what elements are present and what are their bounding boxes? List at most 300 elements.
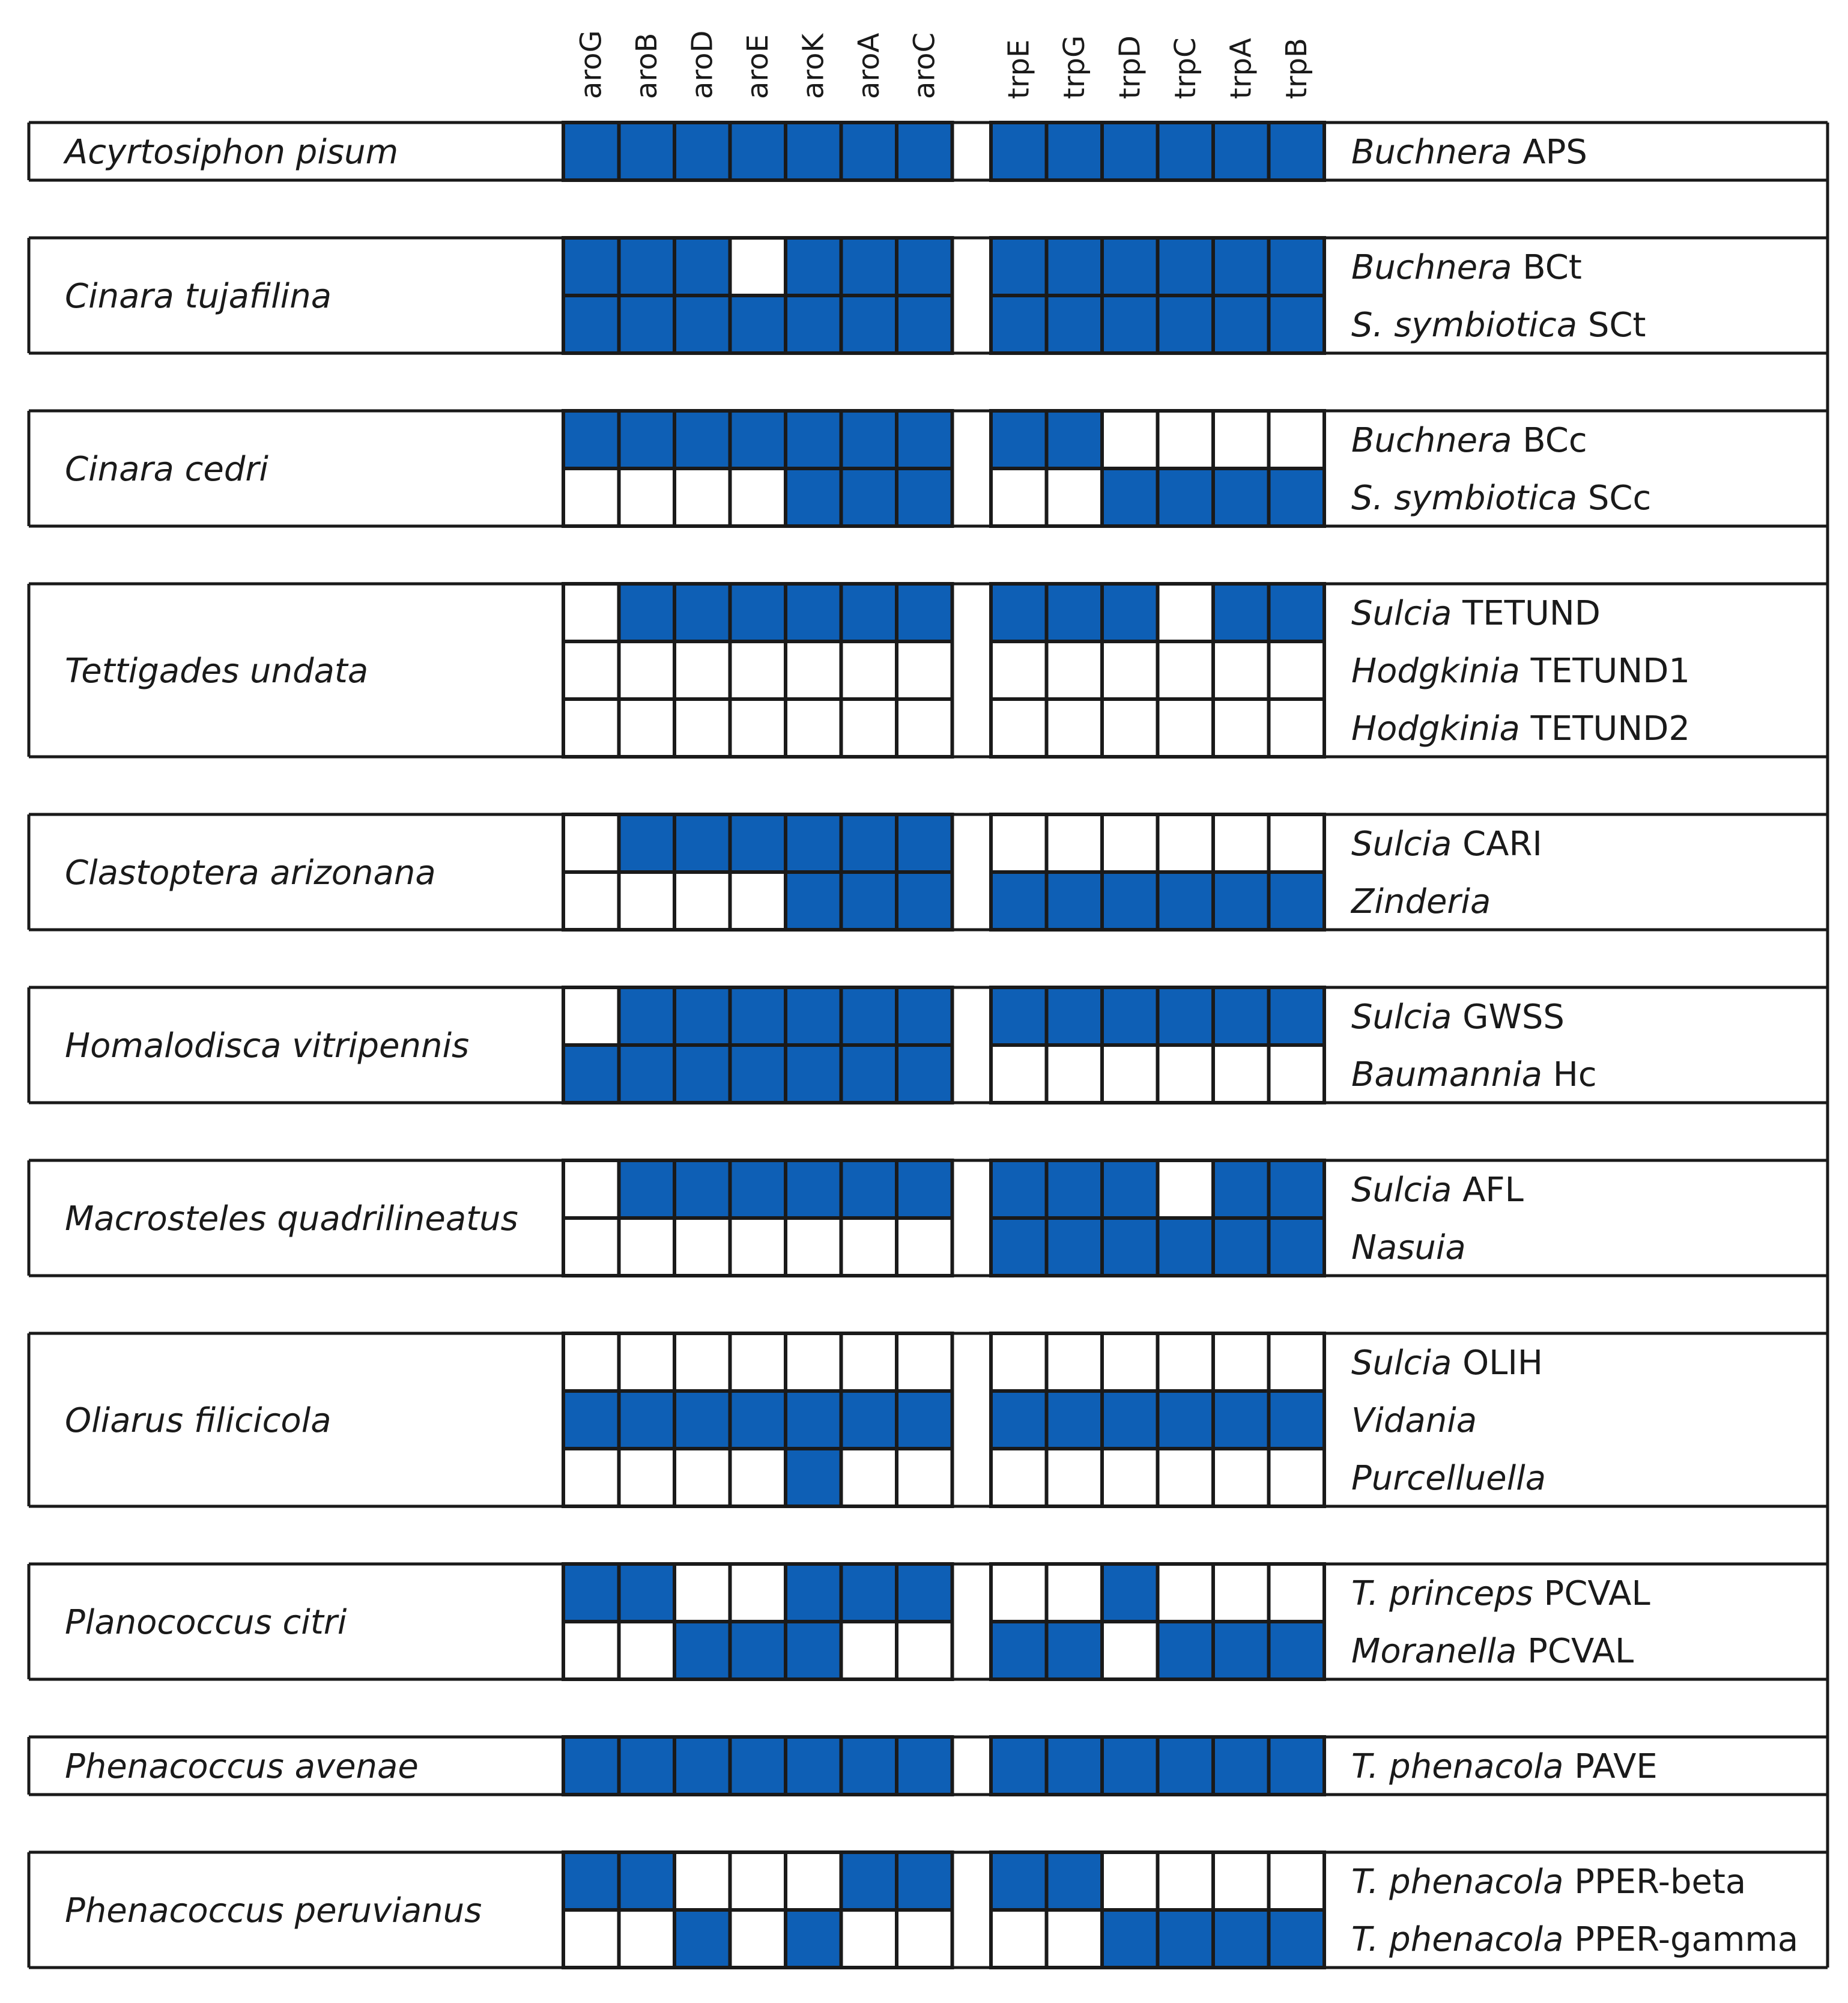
aro-cell [841, 641, 897, 699]
aro-cell [897, 1622, 953, 1679]
trp-cell [1213, 987, 1269, 1045]
gene-label-aroK: aroK [796, 34, 831, 99]
aro-cell [786, 295, 841, 353]
aro-cell [786, 699, 841, 757]
trp-cell [1269, 295, 1325, 353]
trp-cell [1213, 699, 1269, 757]
symbiont-strain: OLIH [1452, 1344, 1543, 1383]
symbiont-genus: Sulcia [1351, 1171, 1452, 1210]
trp-cell [991, 1564, 1047, 1622]
aro-cell [897, 1045, 953, 1103]
aro-cell [619, 295, 675, 353]
trp-cell [991, 987, 1047, 1045]
aro-cell [841, 468, 897, 526]
host-block [29, 238, 1828, 353]
aro-cell [786, 1045, 841, 1103]
gene-label-aroA: aroA [852, 32, 886, 99]
aro-cell [619, 814, 675, 872]
symbiont-label [1351, 1920, 1798, 1959]
aro-cell [674, 123, 730, 180]
aro-cell [674, 584, 730, 641]
trp-cell [1158, 295, 1214, 353]
aro-cell [563, 814, 619, 872]
trp-cell [1047, 987, 1103, 1045]
trp-cell [991, 1449, 1047, 1506]
symbiont-strain: CARI [1452, 825, 1542, 864]
aro-cell [841, 814, 897, 872]
aro-cell [619, 1852, 675, 1910]
trp-cell [1047, 1564, 1103, 1622]
trp-cell [1158, 1737, 1214, 1795]
aro-cell [619, 699, 675, 757]
aro-cell [841, 123, 897, 180]
trp-cell [1047, 1391, 1103, 1449]
trp-cell [991, 699, 1047, 757]
aro-cell [897, 1160, 953, 1218]
trp-cell [1269, 1910, 1325, 1968]
aro-cell [841, 1218, 897, 1276]
symbiont-strain: PCVAL [1533, 1574, 1650, 1613]
trp-cell [991, 295, 1047, 353]
aro-cell [619, 468, 675, 526]
aro-cell [841, 1449, 897, 1506]
aro-cell [674, 1622, 730, 1679]
symbiont-genus: Hodgkinia [1351, 709, 1520, 748]
aro-cell [841, 872, 897, 930]
aro-cell [730, 584, 786, 641]
aro-cell [674, 641, 730, 699]
aro-cell [730, 1045, 786, 1103]
aro-cell [563, 1045, 619, 1103]
aro-cell [674, 1391, 730, 1449]
trp-cell [1047, 584, 1103, 641]
trp-cell [1213, 238, 1269, 295]
aro-cell [897, 1737, 953, 1795]
host-name: Homalodisca vitripennis [65, 1026, 470, 1065]
trp-cell [1269, 411, 1325, 468]
aro-cell [674, 1045, 730, 1103]
aro-cell [563, 238, 619, 295]
aro-cell [674, 1910, 730, 1968]
aro-cell [619, 584, 675, 641]
aro-cell [619, 411, 675, 468]
gene-label-trpC: trpC [1168, 37, 1202, 99]
trp-cell [1269, 238, 1325, 295]
aro-cell [730, 123, 786, 180]
symbiont-label [1351, 1747, 1658, 1786]
trp-cell [1269, 1564, 1325, 1622]
gene-label-aroC: aroC [907, 32, 942, 99]
trp-cell [1047, 1852, 1103, 1910]
host-name: Phenacoccus peruvianus [65, 1891, 482, 1930]
aro-cell [786, 872, 841, 930]
symbiont-strain: TETUND2 [1519, 709, 1691, 748]
symbiont-genus: Zinderia [1351, 882, 1491, 921]
trp-cell [991, 238, 1047, 295]
aro-cell [563, 411, 619, 468]
host-name: Clastoptera arizonana [65, 853, 436, 892]
trp-cell [1158, 699, 1214, 757]
trp-cell [1158, 1045, 1214, 1103]
host-blocks [29, 123, 1828, 1968]
trp-cell [1158, 238, 1214, 295]
gene-label-trpA: trpA [1224, 38, 1258, 99]
aro-cell [674, 411, 730, 468]
host-block [29, 1852, 1828, 1968]
symbiont-label [1351, 1862, 1746, 1901]
trp-cell [1047, 1449, 1103, 1506]
symbiont-strain: PPER-beta [1563, 1862, 1747, 1901]
trp-cell [1047, 872, 1103, 930]
trp-cell [1102, 238, 1158, 295]
aro-cell [563, 1391, 619, 1449]
aro-cell [786, 641, 841, 699]
symbiont-label [1351, 1055, 1597, 1094]
symbiont-strain: PPER-gamma [1563, 1920, 1799, 1959]
trp-cell [1158, 123, 1214, 180]
aro-cell [563, 1622, 619, 1679]
aro-cell [841, 1564, 897, 1622]
aro-cell [619, 1218, 675, 1276]
aro-cell [619, 641, 675, 699]
aro-cell [897, 295, 953, 353]
trp-cell [1047, 411, 1103, 468]
aro-cell [674, 1333, 730, 1391]
aro-cell [674, 1449, 730, 1506]
aro-cell [563, 1737, 619, 1795]
aro-cell [786, 1852, 841, 1910]
aro-cell [563, 699, 619, 757]
gene-label-trpB: trpB [1279, 38, 1313, 99]
symbiont-genus: Hodgkinia [1351, 652, 1520, 691]
trp-cell [1269, 1852, 1325, 1910]
symbiont-genus: S. symbiotica [1351, 306, 1578, 345]
symbiont-strain: PAVE [1563, 1747, 1658, 1786]
aro-cell [786, 411, 841, 468]
aro-cell [674, 1852, 730, 1910]
trp-cell [1213, 1910, 1269, 1968]
aro-cell [897, 584, 953, 641]
trp-cell [1102, 1333, 1158, 1391]
trp-cell [1269, 1449, 1325, 1506]
trp-cell [1158, 1564, 1214, 1622]
host-block [29, 1564, 1828, 1679]
host-block [29, 1737, 1828, 1795]
aro-cell [619, 1910, 675, 1968]
symbiont-genus: Buchnera [1351, 421, 1512, 460]
trp-cell [1269, 584, 1325, 641]
trp-cell [1269, 814, 1325, 872]
aro-cell [897, 468, 953, 526]
trp-cell [1102, 1449, 1158, 1506]
aro-cell [897, 1852, 953, 1910]
aro-cell [730, 411, 786, 468]
host-block [29, 411, 1828, 526]
trp-cell [1158, 872, 1214, 930]
symbiont-strain: TETUND1 [1519, 652, 1691, 691]
trp-cell [1158, 1160, 1214, 1218]
trp-cell [1269, 987, 1325, 1045]
host-name: Acyrtosiphon pisum [65, 133, 399, 172]
aro-cell [897, 814, 953, 872]
aro-cell [841, 1391, 897, 1449]
trp-cell [991, 872, 1047, 930]
trp-cell [1047, 1333, 1103, 1391]
trp-cell [1158, 411, 1214, 468]
symbiont-genus: Sulcia [1351, 825, 1452, 864]
symbiont-strain: APS [1512, 133, 1587, 172]
symbiont-strain: Hc [1542, 1055, 1597, 1094]
aro-cell [674, 295, 730, 353]
trp-cell [1213, 1333, 1269, 1391]
symbiont-genus: Baumannia [1351, 1055, 1542, 1094]
symbiont-label [1351, 1171, 1524, 1210]
aro-cell [730, 814, 786, 872]
aro-cell [786, 1622, 841, 1679]
symbiont-genus: T. phenacola [1351, 1747, 1564, 1786]
aro-cell [897, 1910, 953, 1968]
host-block [29, 123, 1828, 180]
trp-cell [1269, 872, 1325, 930]
host-block [29, 1333, 1828, 1506]
trp-cell [1158, 1391, 1214, 1449]
symbiont-genus: Moranella [1351, 1632, 1517, 1671]
gene-column-headers [574, 30, 1313, 99]
gene-label-trpG: trpG [1057, 35, 1091, 99]
aro-cell [786, 1333, 841, 1391]
aro-cell [897, 1564, 953, 1622]
gene-label-aroB: aroB [629, 32, 664, 99]
aro-cell [674, 238, 730, 295]
trp-cell [1158, 1333, 1214, 1391]
aro-cell [674, 1737, 730, 1795]
aro-cell [897, 641, 953, 699]
aro-cell [786, 468, 841, 526]
aro-cell [563, 872, 619, 930]
symbiont-label [1351, 652, 1690, 691]
symbiont-genus: Vidania [1351, 1401, 1477, 1440]
trp-cell [991, 468, 1047, 526]
aro-cell [730, 1333, 786, 1391]
aro-cell [897, 1391, 953, 1449]
trp-cell [1047, 468, 1103, 526]
aro-cell [841, 295, 897, 353]
host-name: Cinara tujafilina [65, 277, 332, 316]
trp-cell [1269, 1391, 1325, 1449]
trp-cell [991, 411, 1047, 468]
trp-cell [1213, 1622, 1269, 1679]
gene-label-aroD: aroD [685, 30, 720, 99]
trp-cell [991, 814, 1047, 872]
aro-cell [619, 1737, 675, 1795]
trp-cell [1158, 1449, 1214, 1506]
aro-cell [730, 1622, 786, 1679]
aro-cell [786, 584, 841, 641]
trp-cell [1102, 1622, 1158, 1679]
symbiont-genus: T. phenacola [1351, 1920, 1564, 1959]
trp-cell [991, 1622, 1047, 1679]
aro-cell [897, 1449, 953, 1506]
aro-cell [841, 1622, 897, 1679]
trp-cell [1213, 872, 1269, 930]
trp-cell [1102, 987, 1158, 1045]
host-name: Tettigades undata [65, 652, 369, 691]
host-block [29, 1160, 1828, 1276]
trp-cell [1213, 641, 1269, 699]
trp-cell [1269, 468, 1325, 526]
aro-cell [841, 584, 897, 641]
symbiont-label [1351, 709, 1690, 748]
symbiont-strain: TETUND [1452, 594, 1601, 633]
symbiont-genus: Nasuia [1351, 1228, 1466, 1267]
trp-cell [1213, 1737, 1269, 1795]
symbiont-genus: Buchnera [1351, 248, 1512, 287]
trp-cell [1158, 1622, 1214, 1679]
trp-cell [1047, 238, 1103, 295]
aro-cell [730, 699, 786, 757]
trp-cell [1102, 1564, 1158, 1622]
trp-cell [1269, 699, 1325, 757]
symbiont-label [1351, 1632, 1634, 1671]
aro-cell [563, 1564, 619, 1622]
symbiont-label [1351, 479, 1651, 518]
aro-cell [841, 1333, 897, 1391]
trp-cell [1102, 295, 1158, 353]
trp-cell [1047, 641, 1103, 699]
trp-cell [1269, 1737, 1325, 1795]
symbiont-label [1351, 133, 1587, 172]
trp-cell [991, 1737, 1047, 1795]
aro-cell [619, 1622, 675, 1679]
host-name: Oliarus filicicola [65, 1401, 332, 1440]
trp-cell [1158, 1852, 1214, 1910]
symbiont-strain: GWSS [1452, 998, 1565, 1037]
aro-cell [786, 987, 841, 1045]
trp-cell [1213, 411, 1269, 468]
aro-cell [619, 1045, 675, 1103]
symbiont-label [1351, 248, 1582, 287]
trp-cell [991, 1218, 1047, 1276]
aro-cell [786, 1160, 841, 1218]
trp-cell [1047, 814, 1103, 872]
aro-cell [674, 468, 730, 526]
trp-cell [991, 1160, 1047, 1218]
trp-cell [1158, 641, 1214, 699]
trp-cell [1213, 123, 1269, 180]
aro-cell [786, 123, 841, 180]
trp-cell [1158, 814, 1214, 872]
trp-cell [1213, 1449, 1269, 1506]
aro-cell [841, 1910, 897, 1968]
trp-cell [1158, 1910, 1214, 1968]
symbiont-strain: AFL [1452, 1171, 1524, 1210]
trp-cell [991, 1910, 1047, 1968]
symbiont-strain: SCc [1577, 479, 1652, 518]
host-block [29, 987, 1828, 1103]
symbiont-genus: Sulcia [1351, 594, 1452, 633]
aro-cell [786, 1910, 841, 1968]
trp-cell [1213, 1391, 1269, 1449]
aro-cell [841, 1852, 897, 1910]
aro-cell [897, 987, 953, 1045]
aro-cell [730, 1737, 786, 1795]
trp-cell [1213, 468, 1269, 526]
aro-cell [730, 1160, 786, 1218]
aro-cell [619, 987, 675, 1045]
aro-cell [674, 814, 730, 872]
symbiont-label [1351, 306, 1646, 345]
aro-cell [730, 1449, 786, 1506]
aro-cell [619, 1333, 675, 1391]
aro-cell [619, 1449, 675, 1506]
trp-cell [1102, 1045, 1158, 1103]
symbiont-strain: BCt [1512, 248, 1582, 287]
host-name: Cinara cedri [65, 450, 268, 489]
trp-cell [1213, 1218, 1269, 1276]
trp-cell [1047, 1045, 1103, 1103]
aro-cell [841, 1160, 897, 1218]
trp-cell [1158, 1218, 1214, 1276]
aro-cell [563, 584, 619, 641]
trp-cell [1158, 584, 1214, 641]
symbiont-genus: Sulcia [1351, 998, 1452, 1037]
aro-cell [563, 987, 619, 1045]
trp-cell [1047, 1218, 1103, 1276]
trp-cell [1102, 123, 1158, 180]
aro-cell [897, 1333, 953, 1391]
trp-cell [1102, 699, 1158, 757]
aro-cell [897, 1218, 953, 1276]
aro-cell [841, 987, 897, 1045]
symbiont-genus: T. phenacola [1351, 1862, 1564, 1901]
aro-cell [563, 1160, 619, 1218]
symbiont-genus: Purcelluella [1351, 1459, 1547, 1498]
trp-cell [1102, 1737, 1158, 1795]
aro-cell [674, 1218, 730, 1276]
aro-cell [841, 411, 897, 468]
trp-cell [991, 123, 1047, 180]
aro-cell [619, 1564, 675, 1622]
trp-cell [1213, 1852, 1269, 1910]
symbiont-strain: BCc [1512, 421, 1587, 460]
symbiont-genus: S. symbiotica [1351, 479, 1578, 518]
aro-cell [786, 1391, 841, 1449]
symbiont-label [1351, 998, 1565, 1037]
aro-cell [563, 295, 619, 353]
aro-cell [619, 123, 675, 180]
aro-cell [730, 1852, 786, 1910]
aro-cell [786, 1218, 841, 1276]
trp-cell [1213, 1160, 1269, 1218]
aro-cell [841, 238, 897, 295]
aro-cell [619, 1160, 675, 1218]
aro-cell [786, 238, 841, 295]
aro-cell [730, 641, 786, 699]
aro-cell [674, 872, 730, 930]
aro-cell [897, 123, 953, 180]
trp-cell [1102, 1218, 1158, 1276]
aro-cell [897, 411, 953, 468]
aro-cell [730, 1910, 786, 1968]
symbiont-label [1351, 1574, 1650, 1613]
trp-cell [1269, 1160, 1325, 1218]
trp-cell [991, 1391, 1047, 1449]
aro-cell [730, 295, 786, 353]
symbiont-genus: Sulcia [1351, 1344, 1452, 1383]
aro-cell [786, 1737, 841, 1795]
trp-cell [1213, 1045, 1269, 1103]
trp-cell [1047, 1160, 1103, 1218]
